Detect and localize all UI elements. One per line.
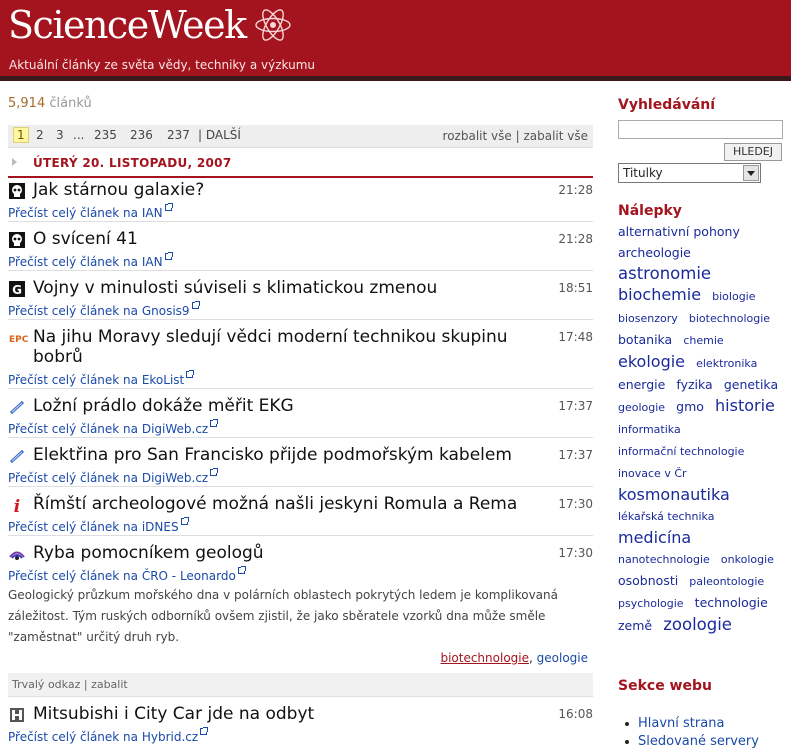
page-link-235[interactable]: 235 bbox=[94, 128, 117, 142]
article-tags: biotechnologie, geologie bbox=[440, 651, 588, 665]
atom-logo-icon bbox=[253, 5, 293, 45]
tag-link[interactable]: genetika bbox=[723, 377, 779, 392]
search-scope-value: Titulky bbox=[623, 166, 663, 180]
page-link-3[interactable]: 3 bbox=[56, 128, 64, 142]
tag-cloud bbox=[618, 221, 788, 636]
article-title[interactable]: Ložní prádlo dokáže měřit EKG bbox=[33, 396, 294, 416]
article-item bbox=[8, 704, 593, 750]
ian-skull-icon bbox=[9, 183, 25, 199]
page-next-link[interactable]: | DALŠÍ bbox=[198, 128, 241, 142]
article-source-link[interactable]: Přečíst celý článek na EkoList bbox=[8, 371, 193, 387]
tag-link[interactable]: nanotechnologie bbox=[618, 553, 710, 566]
external-link-icon bbox=[186, 371, 193, 378]
article-permalink-bar bbox=[8, 673, 593, 697]
article-count-number: 5,914 bbox=[8, 96, 46, 111]
article-time: 16:08 bbox=[558, 707, 593, 721]
tag-link[interactable]: biologie bbox=[712, 290, 756, 303]
digiweb-icon bbox=[9, 448, 25, 464]
tag-link[interactable]: psychologie bbox=[618, 597, 684, 610]
site-tagline: Aktuální články ze světa vědy, techniky a výzkumu bbox=[9, 58, 315, 72]
tag-link[interactable]: informační technologie bbox=[618, 445, 745, 458]
article-source-link[interactable]: Přečíst celý článek na IAN bbox=[8, 253, 172, 269]
tag-link[interactable]: medicína bbox=[618, 528, 692, 547]
expand-all-link[interactable]: rozbalit vše bbox=[442, 129, 512, 143]
article-time: 17:48 bbox=[558, 330, 593, 344]
article-title[interactable]: Mitsubishi i City Car jde na odbyt bbox=[33, 704, 315, 724]
tag-link[interactable]: botanika bbox=[618, 332, 673, 347]
sections-heading: Sekce webu bbox=[618, 678, 712, 694]
article-title[interactable]: Elektřina pro San Francisko přijde podmořským kabelem bbox=[33, 445, 512, 465]
tag-link[interactable]: země bbox=[618, 618, 653, 633]
tag-link[interactable]: lékařská technika bbox=[618, 510, 715, 523]
article-source-link[interactable]: Přečíst celý článek na IAN bbox=[8, 204, 172, 220]
section-link-watched-servers[interactable]: Sledované servery bbox=[625, 733, 759, 751]
page-link-2[interactable]: 2 bbox=[36, 128, 44, 142]
expand-collapse-separator: | bbox=[515, 129, 520, 143]
date-header-text: ÚTERÝ 20. LISTOPADU, 2007 bbox=[33, 156, 232, 170]
external-link-icon bbox=[165, 204, 172, 211]
tag-link[interactable]: kosmonautika bbox=[618, 485, 730, 504]
tag-link[interactable]: historie bbox=[715, 396, 775, 415]
article-title[interactable]: Vojny v minulosti súviseli s klimatickou zmenou bbox=[33, 278, 438, 298]
article-time: 17:37 bbox=[558, 448, 593, 462]
tag-link[interactable]: osobnosti bbox=[618, 573, 679, 588]
ekolist-icon bbox=[9, 330, 29, 346]
collapse-article-link[interactable]: zabalit bbox=[91, 678, 128, 691]
article-time: 17:30 bbox=[558, 546, 593, 560]
site-header bbox=[0, 0, 791, 76]
svg-text:EPC: EPC bbox=[9, 335, 29, 345]
tag-link[interactable]: energie bbox=[618, 377, 666, 392]
article-item bbox=[8, 494, 593, 536]
article-item bbox=[8, 180, 593, 222]
idnes-i-icon bbox=[9, 497, 25, 517]
tag-link[interactable]: paleontologie bbox=[689, 575, 765, 588]
collapse-all-link[interactable]: zabalit vše bbox=[523, 129, 588, 143]
tag-link[interactable]: biotechnologie bbox=[688, 312, 771, 325]
article-time: 17:37 bbox=[558, 399, 593, 413]
article-item-expanded bbox=[8, 543, 593, 673]
tag-link[interactable]: biosenzory bbox=[618, 312, 678, 325]
page-current[interactable]: 1 bbox=[13, 127, 29, 143]
tag-link[interactable]: inovace v Čr bbox=[618, 467, 687, 480]
tag-link[interactable]: archeologie bbox=[618, 245, 691, 260]
tag-link[interactable]: alternativní pohony bbox=[618, 224, 740, 239]
tag-link[interactable]: elektronika bbox=[696, 357, 758, 370]
date-header[interactable] bbox=[8, 152, 593, 178]
article-time: 18:51 bbox=[558, 281, 593, 295]
article-tag-link[interactable]: geologie bbox=[536, 651, 588, 665]
article-item bbox=[8, 327, 593, 389]
article-item bbox=[8, 396, 593, 438]
search-scope-select[interactable] bbox=[618, 163, 761, 183]
permalink-link[interactable]: Trvalý odkaz bbox=[12, 678, 81, 691]
tag-link[interactable]: geologie bbox=[618, 401, 666, 414]
tag-link[interactable]: gmo bbox=[676, 399, 704, 414]
page-link-237[interactable]: 237 bbox=[167, 128, 190, 142]
header-divider bbox=[0, 76, 791, 81]
article-time: 21:28 bbox=[558, 232, 593, 246]
page-link-236[interactable]: 236 bbox=[130, 128, 153, 142]
hybrid-icon bbox=[9, 707, 25, 723]
tag-link[interactable]: zoologie bbox=[663, 615, 732, 634]
external-link-icon bbox=[210, 420, 217, 427]
expand-triangle-icon[interactable] bbox=[12, 158, 17, 166]
article-title[interactable]: Na jihu Moravy sledují vědci moderní technikou skupinu bobrů bbox=[33, 327, 508, 367]
article-count bbox=[8, 96, 92, 111]
article-title[interactable]: Jak stárnou galaxie? bbox=[33, 180, 205, 200]
search-input[interactable] bbox=[618, 120, 783, 139]
article-source-link[interactable]: Přečíst celý článek na Hybrid.cz bbox=[8, 728, 207, 744]
external-link-icon bbox=[165, 253, 172, 260]
article-time: 21:28 bbox=[558, 183, 593, 197]
search-button[interactable]: HLEDEJ bbox=[724, 143, 782, 161]
permalink-separator: | bbox=[83, 678, 88, 691]
article-tag-link[interactable]: biotechnologie bbox=[440, 651, 529, 665]
tag-link[interactable]: onkologie bbox=[720, 553, 774, 566]
gnosis-g-icon bbox=[9, 281, 25, 297]
external-link-icon bbox=[238, 567, 245, 574]
svg-text:i: i bbox=[13, 497, 21, 517]
chevron-down-icon[interactable] bbox=[743, 165, 759, 181]
article-item bbox=[8, 445, 593, 487]
external-link-icon bbox=[192, 302, 199, 309]
article-description: Geologický průzkum mořského dna v polárních oblastech pokrytých ledem je komplikovaná záležitost. Tým ruských odborníků ovšem zjistil, že jako sběratele vzorků dna může směle "zaměstnat" určitý druh ryb. bbox=[8, 588, 558, 644]
expand-collapse-links bbox=[443, 129, 588, 143]
svg-text:G: G bbox=[12, 283, 22, 297]
search-heading: Vyhledávání bbox=[618, 97, 716, 113]
article-source-link[interactable]: Přečíst celý článek na iDNES bbox=[8, 518, 188, 534]
digiweb-icon bbox=[9, 399, 25, 415]
article-source-link[interactable]: Přečíst celý článek na Gnosis9 bbox=[8, 302, 199, 318]
cro-leonardo-icon bbox=[9, 546, 25, 562]
tag-link[interactable]: ekologie bbox=[618, 352, 686, 371]
article-source-link[interactable]: Přečíst celý článek na ČRO - Leonardo bbox=[8, 567, 245, 583]
section-link-home[interactable]: Hlavní strana bbox=[625, 715, 759, 733]
external-link-icon bbox=[181, 518, 188, 525]
article-title[interactable]: Ryba pomocníkem geologů bbox=[33, 543, 264, 563]
article-source-link[interactable]: Přečíst celý článek na DigiWeb.cz bbox=[8, 469, 217, 485]
article-source-link[interactable]: Přečíst celý článek na DigiWeb.cz bbox=[8, 420, 217, 436]
tags-heading: Nálepky bbox=[618, 203, 682, 219]
article-count-label: článků bbox=[49, 96, 92, 111]
page-ellipsis: ... bbox=[73, 128, 85, 142]
article-item bbox=[8, 278, 593, 320]
tag-link[interactable]: astronomie bbox=[618, 264, 712, 283]
article-item bbox=[8, 229, 593, 271]
tag-link[interactable]: technologie bbox=[694, 595, 768, 610]
ian-skull-icon bbox=[9, 232, 25, 248]
sections-list bbox=[625, 715, 759, 751]
site-logo-title[interactable]: ScienceWeek bbox=[8, 3, 246, 47]
pagination-bar bbox=[8, 125, 593, 148]
external-link-icon bbox=[210, 469, 217, 476]
external-link-icon bbox=[200, 728, 207, 735]
tag-link[interactable]: fyzika bbox=[676, 377, 713, 392]
article-title[interactable]: O svícení 41 bbox=[33, 229, 138, 249]
article-time: 17:30 bbox=[558, 497, 593, 511]
tag-link[interactable]: informatika bbox=[618, 423, 681, 436]
tag-link[interactable]: chemie bbox=[683, 334, 724, 347]
tag-link[interactable]: biochemie bbox=[618, 285, 702, 304]
article-title[interactable]: Římští archeologové možná našli jeskyni Romula a Rema bbox=[33, 494, 518, 514]
